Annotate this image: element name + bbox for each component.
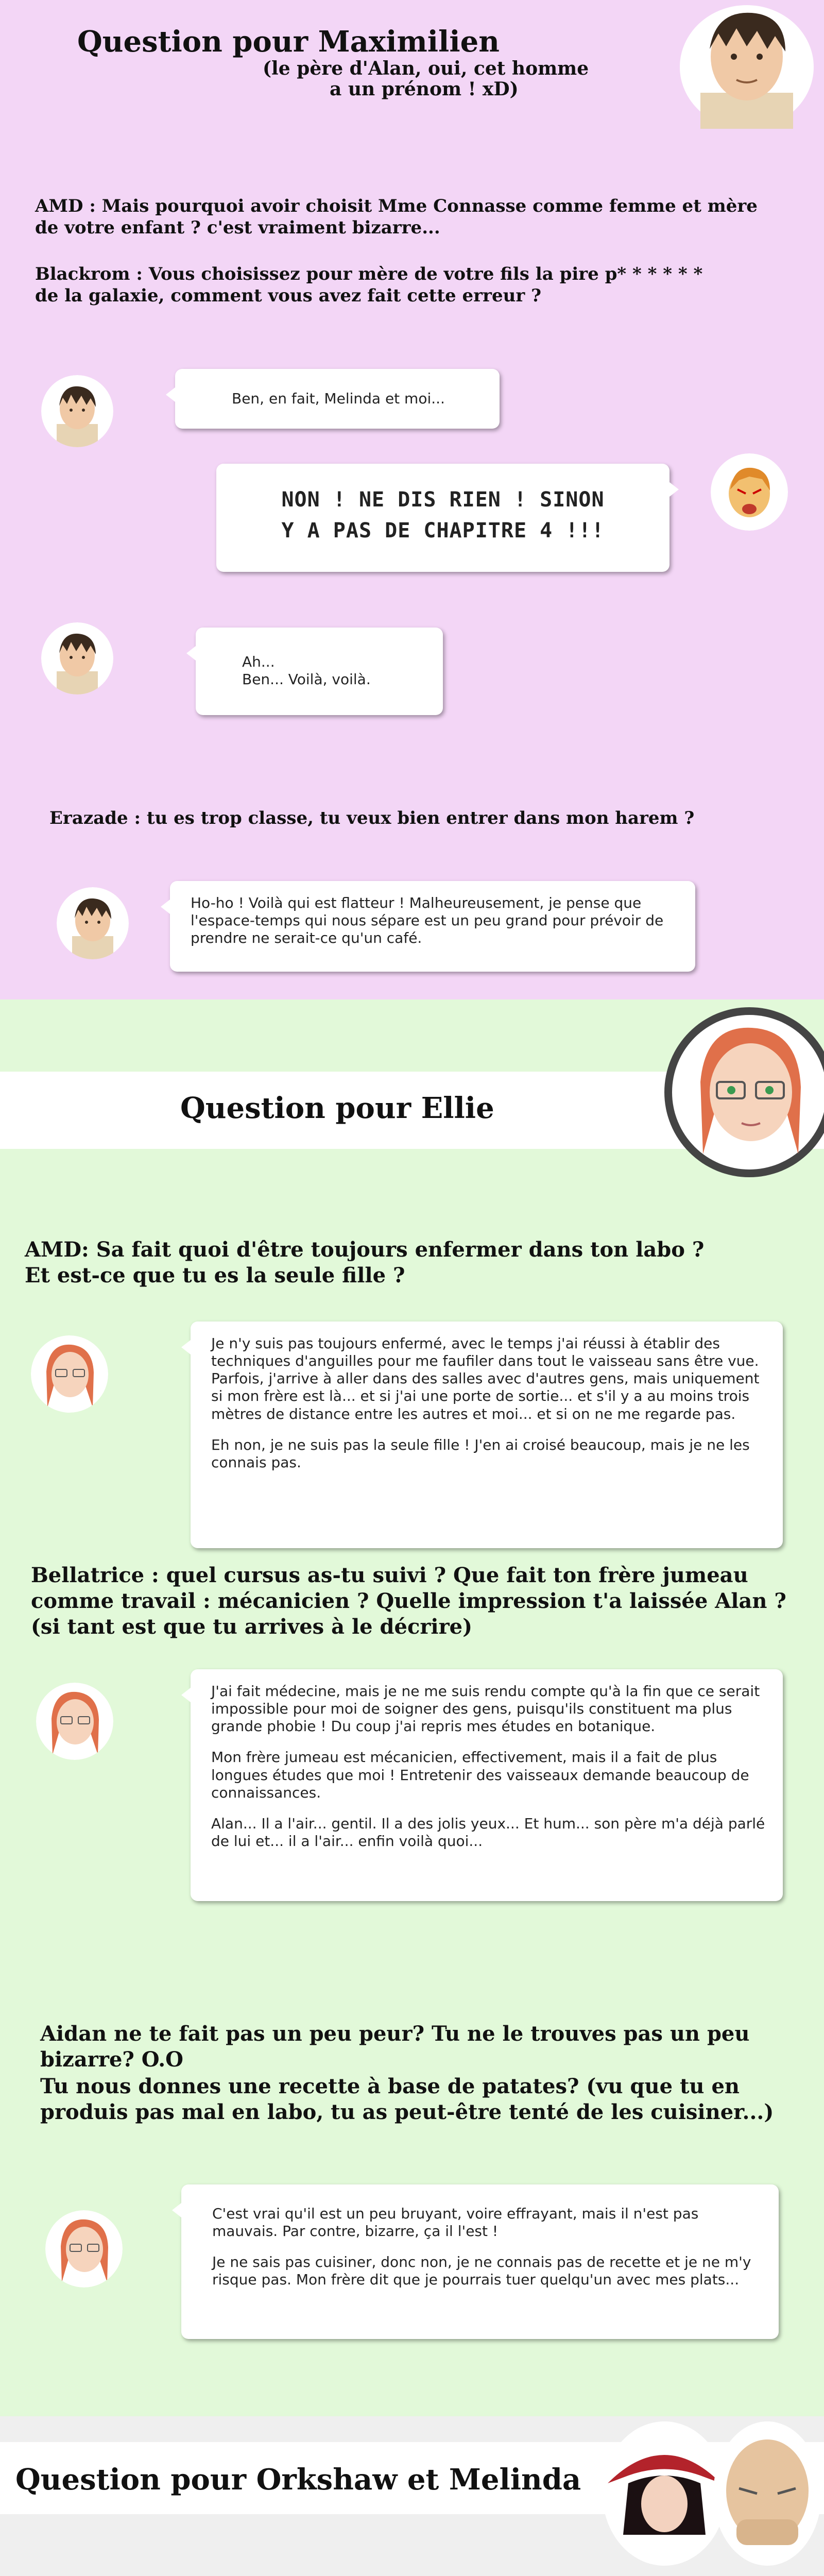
ellie-answer-1-p2: Eh non, je ne suis pas la seule fille ! J'en ai croisé beaucoup, mais je ne les connais pas. — [211, 1436, 750, 1471]
ellie-question-3-line4: produis pas mal en labo, tu as peut-être tenté de les cuisiner...) — [40, 2100, 774, 2124]
ellie-answer-3-p2: Je ne sais pas cuisiner, donc non, je ne connais pas de recette et je ne m'y risque pas. Mon frère dit que je pourrais tuer quelqu'un avec mes plats... — [212, 2253, 751, 2289]
maximilien-portrait — [670, 0, 824, 129]
maximilien-question-2-line2: de la galaxie, comment vous avez fait cette erreur ? — [35, 285, 541, 306]
maximilien-subtitle-1: (le père d'Alan, oui, cet homme — [263, 58, 589, 79]
ellie-question-1-line1: AMD: Sa fait quoi d'être toujours enfermer dans ton labo ? — [25, 1238, 705, 1262]
ellie-question-3-line2: bizarre? O.O — [40, 2047, 184, 2072]
orkshaw-melinda-title: Question pour Orkshaw et Melinda — [15, 2463, 581, 2497]
maximilien-avatar-2 — [41, 622, 113, 694]
ellie-question-2-line3: (si tant est que tu arrives à le décrire) — [31, 1615, 473, 1639]
maximilien-question-3: Erazade : tu es trop classe, tu veux bien entrer dans mon harem ? — [49, 808, 695, 828]
melinda-angry-avatar — [711, 453, 788, 531]
ellie-answer-2 — [191, 1669, 783, 1901]
maximilien-title: Question pour Maximilien — [77, 25, 500, 59]
ellie-title: Question pour Ellie — [180, 1091, 494, 1125]
ellie-question-3-line1: Aidan ne te fait pas un peu peur? Tu ne le trouves pas un peu — [40, 2022, 750, 2046]
maximilien-answer-3: Ho-ho ! Voilà qui est flatteur ! Malheureusement, je pense que l'espace-temps qui nous sépare est un peu grand pour prévoir de prendre ne serait-ce qu'un café. — [170, 881, 695, 972]
ellie-question-1-line2: Et est-ce que tu es la seule fille ? — [25, 1263, 405, 1287]
orkshaw-melinda-portrait — [597, 2416, 824, 2571]
ellie-answer-1-p1: Je n'y suis pas toujours enfermé, avec le temps j'ai réussi à établir des techniques d'anguilles pour me faufiler dans tout le vaisseau sans être vue. Parfois, j'arrive à aller dans des salles avec d'autres gens, mais uniquement si mon frère est là... et si j'ai une porte de sortie... et s'il y a au moins trois mètres de distance entre les autres et moi... et si on ne me regarde pas. — [211, 1335, 760, 1422]
maximilien-answer-2-line2: Ben... Voilà, voilà. — [242, 671, 371, 688]
melinda-interrupt-bubble — [216, 464, 670, 572]
ellie-answer-3 — [181, 2184, 779, 2339]
ellie-avatar-3 — [45, 2210, 123, 2287]
maximilien-answer-2-line1: Ah... — [242, 653, 275, 670]
ellie-avatar-2 — [36, 1683, 113, 1760]
ellie-question-2-line1: Bellatrice : quel cursus as-tu suivi ? Que fait ton frère jumeau — [31, 1563, 748, 1587]
maximilien-question-1-line1: AMD : Mais pourquoi avoir choisit Mme Connasse comme femme et mère — [35, 196, 758, 216]
maximilien-answer-2 — [196, 628, 443, 715]
ellie-answer-2-p3: Alan... Il a l'air... gentil. Il a des jolis yeux... Et hum... son père m'a déjà parlé de lui et... il a l'air... enfin voilà quoi... — [211, 1815, 765, 1850]
maximilien-avatar-3 — [57, 887, 129, 959]
maximilien-question-1-line2: de votre enfant ? c'est vraiment bizarre... — [35, 217, 440, 238]
maximilien-avatar — [41, 375, 113, 447]
maximilien-question-2-line1: Blackrom : Vous choisissez pour mère de votre fils la pire p* * * * * * — [35, 264, 703, 284]
ellie-answer-2-p1: J'ai fait médecine, mais je ne me suis rendu compte qu'à la fin que ce serait impossible pour moi de soigner des gens, puisqu'ils constituent ma plus grande phobie ! Du coup j'ai repris mes études en botanique. — [211, 1683, 760, 1735]
ellie-answer-1 — [191, 1321, 783, 1548]
ellie-avatar — [31, 1335, 108, 1413]
ellie-answer-2-p2: Mon frère jumeau est mécanicien, effectivement, mais il a fait de plus longues études que moi ! Entretenir des vaisseaux demande beaucoup de connaissances. — [211, 1749, 749, 1801]
ellie-answer-3-p1: C'est vrai qu'il est un peu bruyant, voire effrayant, mais il n'est pas mauvais. Par contre, bizarre, ça il l'est ! — [212, 2205, 699, 2240]
melinda-interrupt-line2: Y A PAS DE CHAPITRE 4 !!! — [281, 519, 605, 543]
melinda-interrupt-line1: NON ! NE DIS RIEN ! SINON — [281, 488, 605, 512]
maximilien-answer-1: Ben, en fait, Melinda et moi... — [175, 369, 500, 429]
maximilien-subtitle-2: a un prénom ! xD) — [330, 78, 519, 100]
ellie-question-2-line2: comme travail : mécanicien ? Quelle impression t'a laissée Alan ? — [31, 1589, 786, 1613]
ellie-portrait — [659, 1005, 824, 1180]
ellie-question-3-line3: Tu nous donnes une recette à base de patates? (vu que tu en — [40, 2074, 740, 2098]
